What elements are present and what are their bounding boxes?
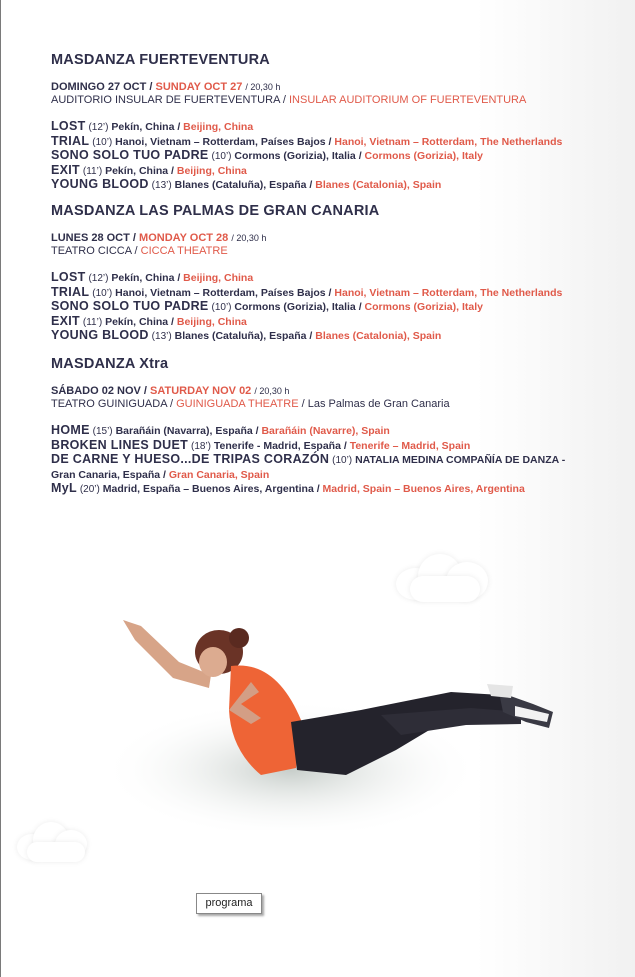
show-name: HOME xyxy=(51,422,90,437)
show-duration: (18’) xyxy=(190,440,211,452)
show-origin-en: Cormons (Gorizia), Italy xyxy=(364,150,483,163)
show-origin: Hanoi, Vietnam – Rotterdam, Países Bajos / xyxy=(115,286,332,299)
show-origin-en: Blanes (Catalonia), Spain xyxy=(315,179,442,192)
show-origin-en: Barañáin (Navarre), Spain xyxy=(261,424,390,437)
date-line xyxy=(51,385,611,397)
show-duration: (10’) xyxy=(92,136,113,148)
show-name: BROKEN LINES DUET xyxy=(51,437,189,452)
show-origin: Gran Canaria, España / xyxy=(51,468,166,481)
programme-content xyxy=(51,52,611,509)
show-item xyxy=(51,178,611,193)
show-origin: Cormons (Gorizia), Italia / xyxy=(234,301,362,314)
show-name: DE CARNE Y HUESO...DE TRIPAS CORAZÓN xyxy=(51,452,330,467)
festival-section xyxy=(51,356,611,497)
show-name: LOST xyxy=(51,269,86,284)
programa-button[interactable]: programa xyxy=(196,893,262,914)
show-name: YOUNG BLOOD xyxy=(51,328,149,343)
show-duration: (13’) xyxy=(151,180,172,192)
show-origin: Cormons (Gorizia), Italia / xyxy=(234,150,362,163)
show-name: SONO SOLO TUO PADRE xyxy=(51,148,209,163)
show-origin: Hanoi, Vietnam – Rotterdam, Países Bajos / xyxy=(115,135,332,148)
show-origin-en: Cormons (Gorizia), Italy xyxy=(364,301,483,314)
show-name: TRIAL xyxy=(51,284,90,299)
show-list xyxy=(51,120,611,193)
venue-en: INSULAR AUDITORIUM OF FUERTEVENTURA xyxy=(288,94,527,106)
flying-dancer-illustration xyxy=(101,600,571,830)
show-origin: NATALIA MEDINA COMPAÑÍA DE DANZA - xyxy=(355,454,566,467)
show-origin: Pekín, China / xyxy=(111,271,181,284)
show-origin: Blanes (Cataluña), España / xyxy=(174,330,313,343)
show-origin-en: Madrid, Spain – Buenos Aires, Argentina xyxy=(322,483,525,496)
date-en: SUNDAY OCT 27 xyxy=(155,81,243,93)
show-duration: (10’) xyxy=(332,455,353,467)
show-duration: (12’) xyxy=(88,272,109,284)
show-origin-en: Beijing, China xyxy=(176,315,247,328)
show-list xyxy=(51,424,611,497)
show-item xyxy=(51,453,611,468)
show-duration: (10’) xyxy=(211,151,232,163)
date-es: DOMINGO 27 OCT / xyxy=(51,81,153,93)
section-title: MASDANZA Xtra xyxy=(51,355,169,372)
show-name: YOUNG BLOOD xyxy=(51,177,149,192)
venue-en: CICCA THEATRE xyxy=(140,244,228,257)
show-duration: (11’) xyxy=(82,165,103,177)
cloud-right xyxy=(396,548,496,608)
show-origin: Blanes (Cataluña), España / xyxy=(174,179,313,192)
show-origin-en: Beijing, China xyxy=(176,164,247,177)
show-origin-en: Gran Canaria, Spain xyxy=(168,468,270,481)
date-es: LUNES 28 OCT / xyxy=(51,231,136,244)
show-duration: (13’) xyxy=(151,331,172,343)
show-duration: (20’) xyxy=(79,484,100,496)
show-item xyxy=(51,120,611,135)
show-origin-en: Blanes (Catalonia), Spain xyxy=(315,330,442,343)
show-time: / 20,30 h xyxy=(231,232,267,243)
show-time: / 20,30 h xyxy=(245,82,281,92)
show-duration: (12’) xyxy=(88,122,109,133)
date-en: MONDAY OCT 28 xyxy=(139,231,229,244)
show-name: EXIT xyxy=(51,313,80,328)
show-name: LOST xyxy=(51,119,86,133)
show-name: EXIT xyxy=(51,162,80,177)
show-origin: Barañáin (Navarra), España / xyxy=(115,424,259,437)
show-duration: (10’) xyxy=(211,302,232,314)
show-name: SONO SOLO TUO PADRE xyxy=(51,299,209,314)
show-item xyxy=(51,482,611,497)
show-time: / 20,30 h xyxy=(254,385,290,396)
venue-extra: / Las Palmas de Gran Canaria xyxy=(301,397,450,410)
section-title: MASDANZA LAS PALMAS DE GRAN CANARIA xyxy=(51,202,380,219)
section-title: MASDANZA FUERTEVENTURA xyxy=(51,52,270,68)
show-duration: (15’) xyxy=(92,425,113,437)
show-origin-en: Hanoi, Vietnam – Rotterdam, The Netherlands xyxy=(334,286,563,299)
show-origin: Pekín, China / xyxy=(105,315,174,328)
venue-es: TEATRO CICCA / xyxy=(51,244,138,257)
festival-section xyxy=(51,52,611,193)
show-item xyxy=(51,271,611,286)
date-line xyxy=(51,81,611,93)
venue-en: GUINIGUADA THEATRE xyxy=(176,397,299,410)
show-item xyxy=(51,329,611,344)
show-name: MyL xyxy=(51,481,77,496)
show-origin-en: Hanoi, Vietnam – Rotterdam, The Netherlands xyxy=(334,135,563,148)
show-list xyxy=(51,271,611,344)
show-origin: Tenerife - Madrid, España / xyxy=(213,439,347,452)
venue-es: AUDITORIO INSULAR DE FUERTEVENTURA / xyxy=(51,94,286,106)
show-item xyxy=(51,286,611,301)
show-item xyxy=(51,164,611,179)
date-en: SATURDAY NOV 02 xyxy=(150,384,252,397)
cloud-left xyxy=(17,820,97,866)
show-origin-en: Beijing, China xyxy=(183,271,254,284)
show-duration: (11’) xyxy=(82,316,103,328)
show-origin-en: Beijing, China xyxy=(183,121,254,133)
festival-section xyxy=(51,203,611,344)
venue-line xyxy=(51,245,611,257)
show-duration: (10’) xyxy=(92,287,113,299)
date-es: SÁBADO 02 NOV / xyxy=(51,384,147,397)
show-origin: Pekín, China / xyxy=(105,164,174,177)
show-origin-en: Tenerife – Madrid, Spain xyxy=(349,439,471,452)
show-name: TRIAL xyxy=(51,133,90,148)
venue-line xyxy=(51,94,611,106)
show-item xyxy=(51,315,611,330)
venue-line xyxy=(51,398,611,410)
show-item xyxy=(51,424,611,439)
show-item xyxy=(51,468,611,483)
date-line xyxy=(51,232,611,244)
show-item xyxy=(51,149,611,164)
show-item xyxy=(51,300,611,315)
venue-es: TEATRO GUINIGUADA / xyxy=(51,397,174,410)
show-origin: Pekín, China / xyxy=(111,121,181,133)
show-item xyxy=(51,135,611,150)
show-item xyxy=(51,439,611,454)
show-origin: Madrid, España – Buenos Aires, Argentina / xyxy=(102,483,320,496)
